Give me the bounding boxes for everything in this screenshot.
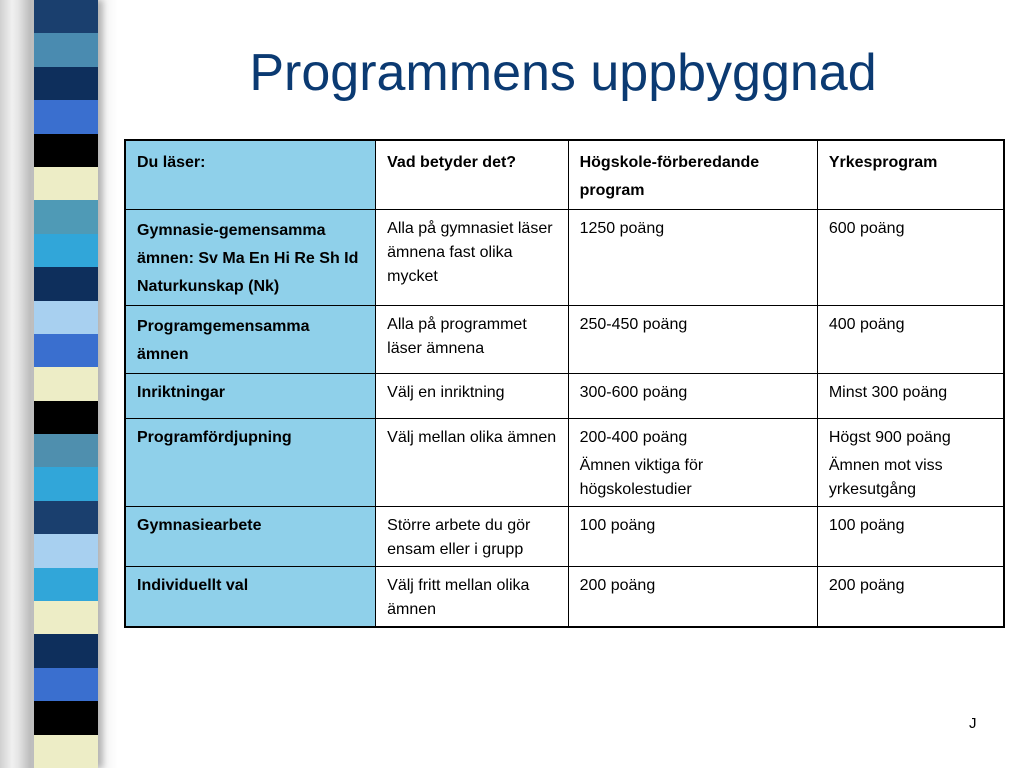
row-label: Programfördjupning [125,419,376,507]
decorative-stripe [34,134,98,167]
row-label: Programgemensamma ämnen [125,306,376,374]
row-yrkes-points: Minst 300 poäng [817,374,1004,419]
row-yrkes-points: 600 poäng [817,210,1004,306]
row-hogskole-points: 1250 poäng [568,210,817,306]
decorative-stripe [34,67,98,100]
row-hogskole-points: 300-600 poäng [568,374,817,419]
row-hogskole-points: 200 poäng [568,567,817,628]
row-yrkes-points: 400 poäng [817,306,1004,374]
decorative-stripe [34,267,98,300]
decorative-stripe [34,301,98,334]
row-meaning: Välj mellan olika ämnen [376,419,568,507]
row-hogskole-cell [568,419,817,507]
decorative-stripe [34,100,98,133]
decorative-stripe [34,634,98,667]
row-meaning: Välj fritt mellan olika ämnen [376,567,568,628]
decorative-stripe [34,334,98,367]
row-yrkes-points: Högst 900 poäng [828,429,951,446]
row-label: Inriktningar [125,374,376,419]
table-row [125,374,1004,419]
decorative-stripe [34,33,98,66]
decorative-stripe [34,601,98,634]
row-hogskole-points: 250-450 poäng [568,306,817,374]
decorative-stripe-column [34,0,98,768]
decorative-stripe [34,401,98,434]
row-label: Gymnasie-gemensamma ämnen: Sv Ma En Hi Re Sh Id Naturkunskap (Nk) [125,210,376,306]
row-label: Individuellt val [125,567,376,628]
row-yrkes-points: 100 poäng [817,507,1004,567]
decorative-stripe [34,0,98,33]
table-row [125,306,1004,374]
header-yrkesprogram: Yrkesprogram [817,140,1004,210]
row-meaning: Större arbete du gör ensam eller i grupp [376,507,568,567]
decorative-stripe [34,234,98,267]
decorative-stripe [34,367,98,400]
row-hogskole-points: 200-400 poäng [579,429,688,446]
decorative-stripe [34,434,98,467]
row-meaning: Välj en inriktning [376,374,568,419]
decorative-stripe [34,568,98,601]
decorative-stripe [34,668,98,701]
decorative-stripe [34,701,98,734]
decorative-stripe [34,167,98,200]
decorative-stripe [34,467,98,500]
row-meaning: Alla på gymnasiet läser ämnena fast olika mycket [376,210,568,306]
table-row [125,567,1004,628]
decorative-stripe [34,735,98,768]
row-hogskole-points: 100 poäng [568,507,817,567]
program-structure-table [124,139,1005,628]
decorative-stripe [34,501,98,534]
row-yrkes-cell [817,419,1004,507]
header-du-laser: Du läser: [125,140,376,210]
header-vad-betyder: Vad betyder det? [376,140,568,210]
row-label: Gymnasiearbete [125,507,376,567]
table-header-row [125,140,1004,210]
decorative-stripe [34,200,98,233]
decorative-stripe [34,534,98,567]
table-row [125,210,1004,306]
row-hogskole-note: Ämnen viktiga för högskolestudier [579,457,704,498]
slide-title: Programmens uppbyggnad [249,44,877,102]
row-yrkes-points: 200 poäng [817,567,1004,628]
table-row [125,419,1004,507]
header-hogskole: Högskole-förberedande program [568,140,817,210]
row-yrkes-note: Ämnen mot viss yrkesutgång [828,457,943,498]
row-meaning: Alla på programmet läser ämnena [376,306,568,374]
slide-footer-mark: J [969,715,977,732]
table-row [125,507,1004,567]
